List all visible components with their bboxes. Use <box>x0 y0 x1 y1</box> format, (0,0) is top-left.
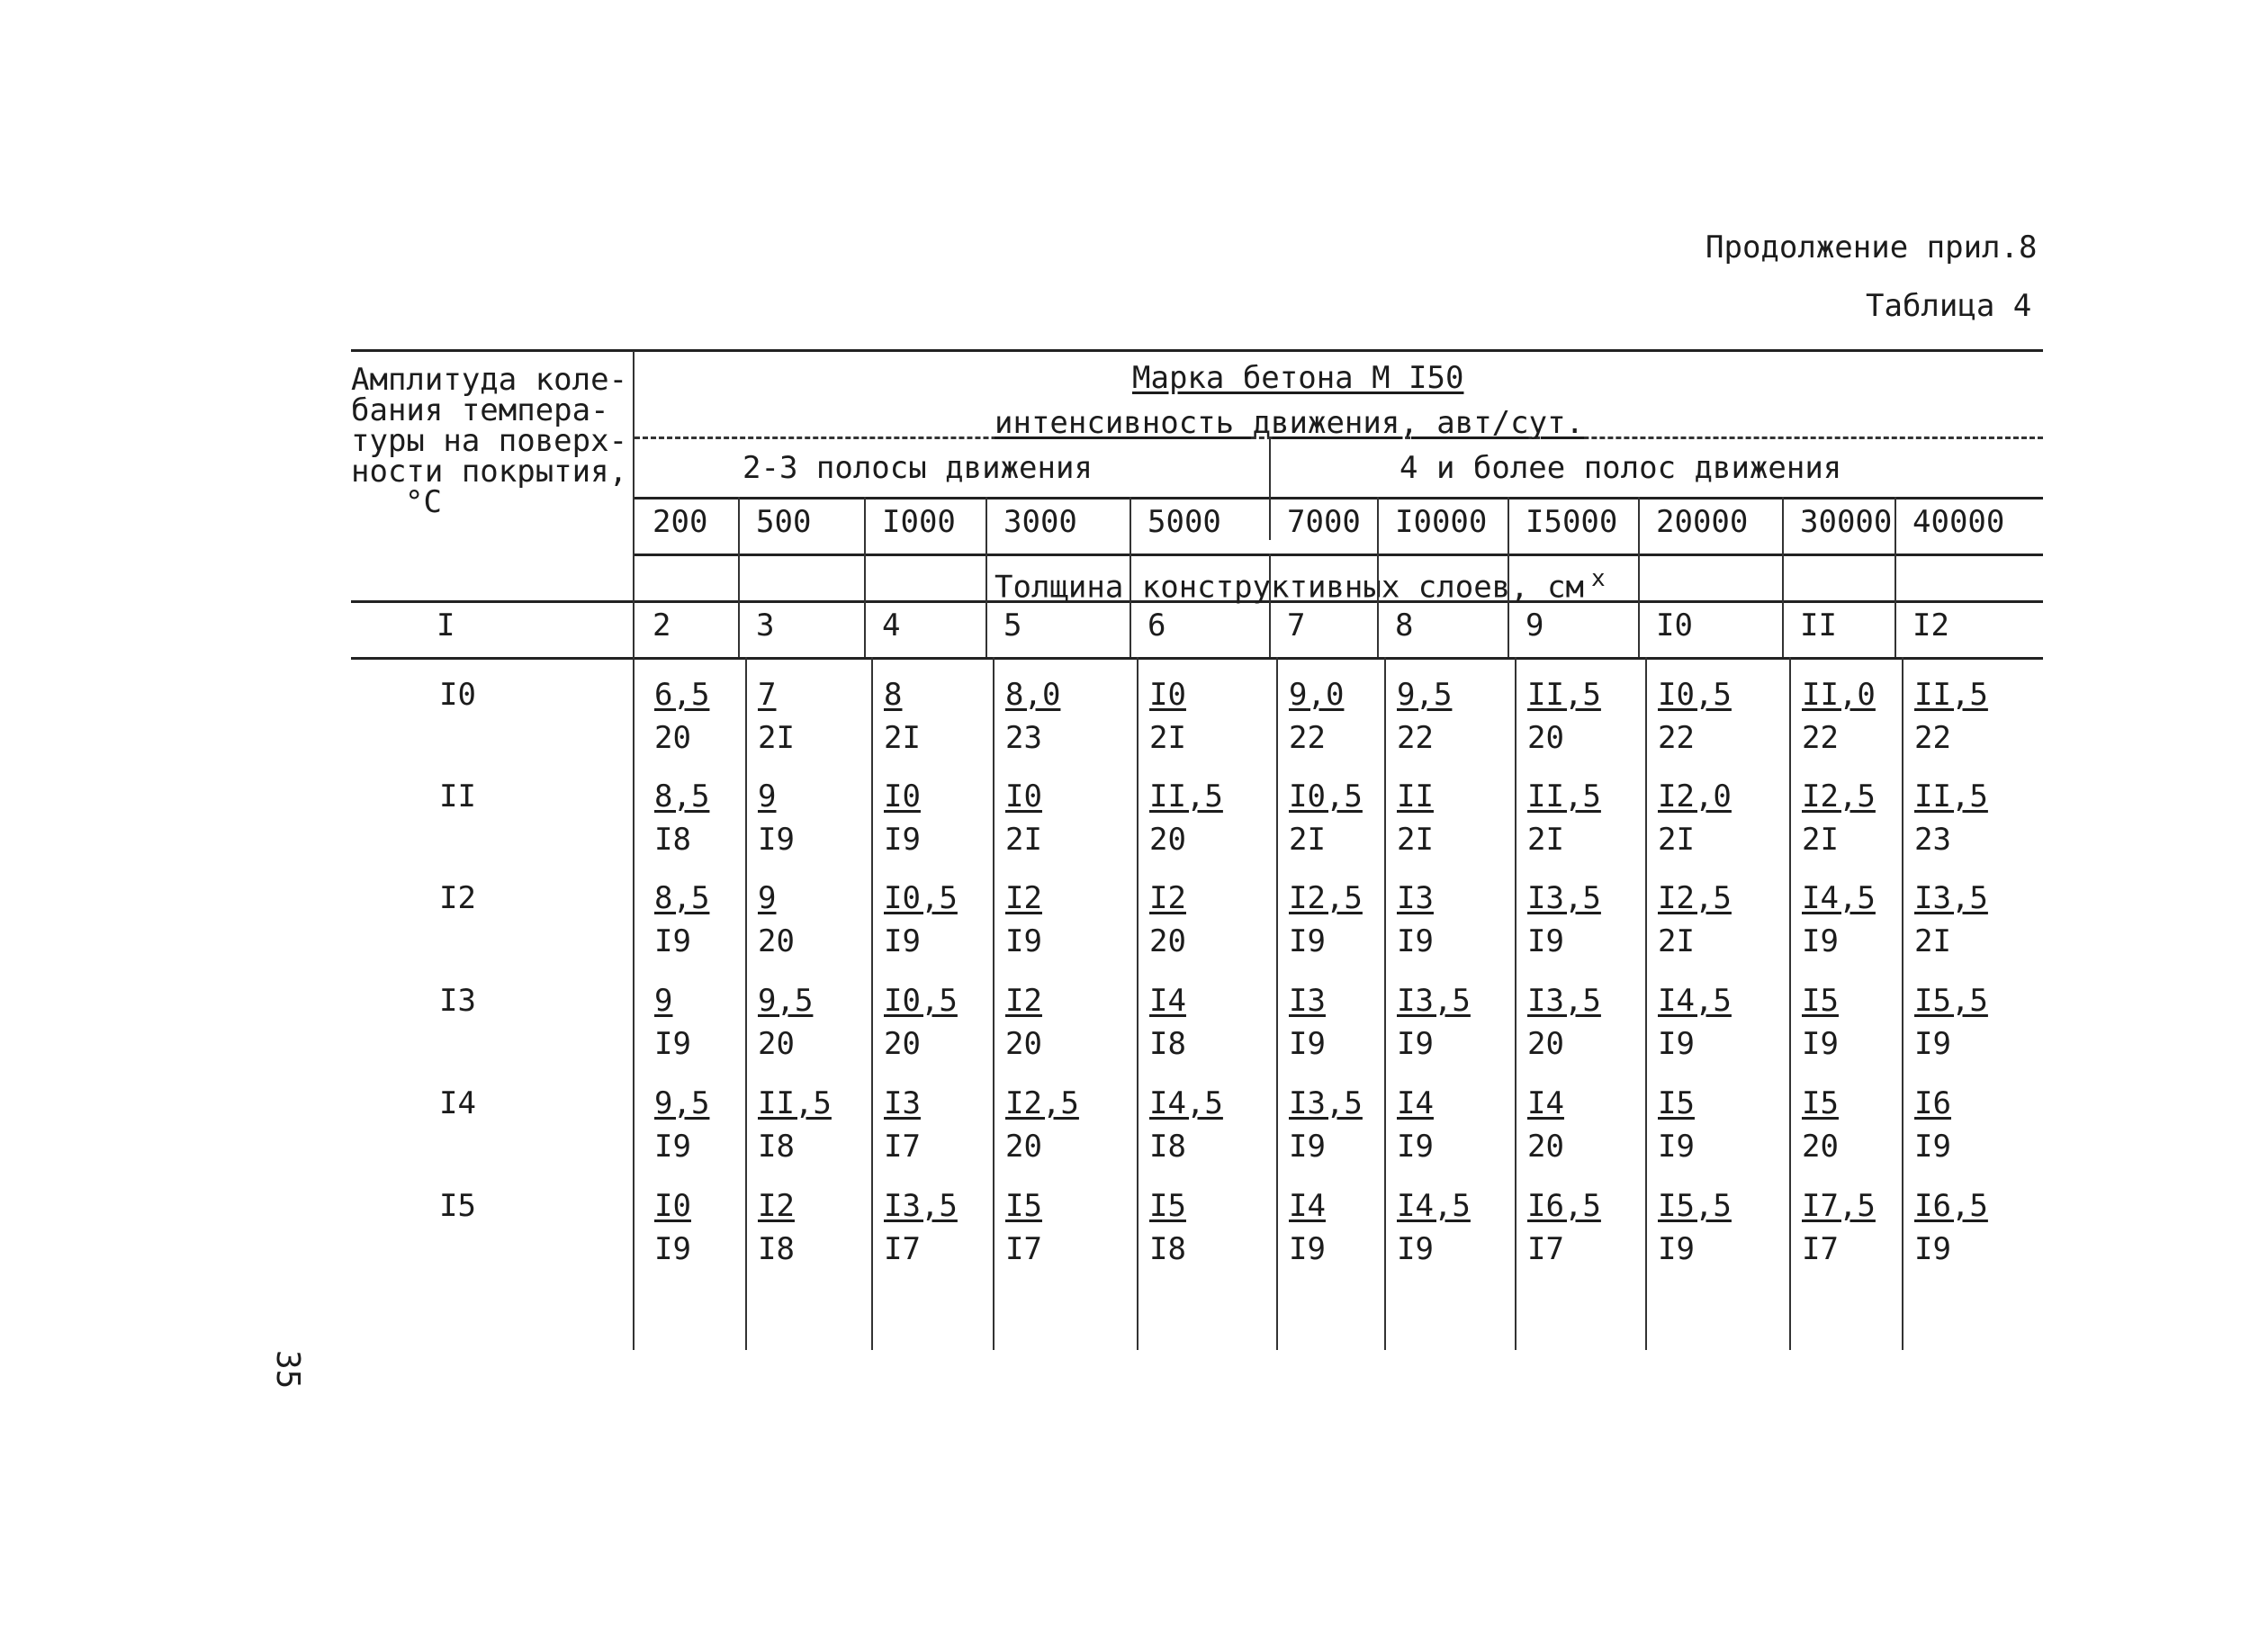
cell-numerator: I2,5 <box>1658 880 1732 916</box>
cell-numerator: I3 <box>1289 983 1326 1019</box>
cell-denominator: 23 <box>1914 822 1951 858</box>
cell-denominator: 2I <box>1802 822 1839 858</box>
cell-numerator: 9,5 <box>1397 677 1453 713</box>
cell-numerator: I0 <box>654 1188 691 1224</box>
cell-denominator: 20 <box>1527 720 1564 756</box>
cell-denominator: 2I <box>1658 822 1695 858</box>
amplitude-value: I4 <box>439 1085 476 1121</box>
cell-denominator: 20 <box>1802 1129 1839 1165</box>
cell-denominator: I9 <box>1914 1129 1951 1165</box>
cell-denominator: 22 <box>1914 720 1951 756</box>
cell-denominator: I8 <box>758 1231 795 1267</box>
cell-denominator: 20 <box>758 1026 795 1062</box>
cell-numerator: I4 <box>1397 1085 1434 1121</box>
cell-denominator: 22 <box>1658 720 1695 756</box>
cell-denominator: 2I <box>1527 822 1564 858</box>
cell-numerator: I3 <box>884 1085 921 1121</box>
cell-denominator: I9 <box>1802 923 1839 959</box>
thickness-header: Толщина конструктивных слоев, см $^х$ <box>994 565 1606 606</box>
cell-numerator: 9 <box>758 880 777 916</box>
cell-numerator: I0,5 <box>884 880 958 916</box>
column-divider <box>1645 657 1647 1350</box>
column-divider <box>1377 600 1379 657</box>
column-number: 7 <box>1287 608 1306 644</box>
amplitude-value: II <box>439 778 476 814</box>
column-divider <box>986 497 987 600</box>
cell-numerator: I5 <box>1149 1188 1186 1224</box>
cell-denominator: 2I <box>758 720 795 756</box>
cell-denominator: 20 <box>1005 1129 1042 1165</box>
cell-numerator: I3,5 <box>1397 983 1471 1019</box>
intensity-value: I0000 <box>1395 504 1488 540</box>
column-divider <box>864 600 866 657</box>
cell-numerator: I6,5 <box>1914 1188 1988 1224</box>
cell-numerator: II,5 <box>1914 778 1988 814</box>
cell-denominator: 22 <box>1397 720 1434 756</box>
column-divider <box>1269 554 1271 657</box>
cell-denominator: 23 <box>1005 720 1042 756</box>
cell-numerator: I3 <box>1397 880 1434 916</box>
cell-numerator: I3,5 <box>1527 880 1601 916</box>
cell-numerator: I2,0 <box>1658 778 1732 814</box>
column-divider <box>993 657 994 1350</box>
column-divider <box>1782 497 1784 600</box>
values-rule <box>634 554 2043 556</box>
amplitude-header: Амплитуда коле- бания темпера- туры на поверх- ности покрытия, °C <box>351 362 628 520</box>
cell-numerator: I0 <box>884 778 921 814</box>
column-number: 2 <box>652 608 671 644</box>
cell-denominator: 2I <box>1914 923 1951 959</box>
cell-numerator: 9,5 <box>758 983 814 1019</box>
amplitude-value: I0 <box>439 677 476 713</box>
cell-denominator: I9 <box>1289 1026 1326 1062</box>
cell-numerator: I5 <box>1658 1085 1695 1121</box>
column-divider <box>1902 657 1904 1350</box>
cell-numerator: I0,5 <box>884 983 958 1019</box>
column-divider <box>1789 657 1791 1350</box>
cell-denominator: I9 <box>1914 1231 1951 1267</box>
cell-numerator: II,5 <box>1149 778 1223 814</box>
column-divider <box>986 600 987 657</box>
cell-denominator: I9 <box>1527 923 1564 959</box>
cell-numerator: 8 <box>884 677 903 713</box>
cell-denominator: 20 <box>1149 923 1186 959</box>
amplitude-value: I3 <box>439 983 476 1019</box>
cell-denominator: I8 <box>758 1129 795 1165</box>
cell-denominator: I7 <box>1005 1231 1042 1267</box>
cell-denominator: I9 <box>884 923 921 959</box>
concrete-grade-header: Марка бетона М I50 <box>1132 360 1464 396</box>
cell-denominator: 20 <box>654 720 691 756</box>
cell-denominator: I7 <box>1527 1231 1564 1267</box>
cell-denominator: I9 <box>654 923 691 959</box>
intensity-header: интенсивность движения, авт/сут. <box>994 405 1585 441</box>
column-divider <box>864 497 866 600</box>
cell-numerator: I2 <box>1005 983 1042 1019</box>
cell-denominator: I9 <box>1289 1231 1326 1267</box>
cell-numerator: I3,5 <box>884 1188 958 1224</box>
column-number: 9 <box>1526 608 1544 644</box>
cell-denominator: 20 <box>758 923 795 959</box>
lanes-rule <box>634 497 2043 500</box>
intensity-value: 500 <box>756 504 812 540</box>
cell-denominator: I9 <box>1914 1026 1951 1062</box>
lanes-group-1: 2-3 полосы движения <box>742 450 1093 486</box>
column-divider <box>1508 600 1509 657</box>
cell-numerator: I4 <box>1289 1188 1326 1224</box>
column-number: 4 <box>882 608 901 644</box>
cell-denominator: 2I <box>1005 822 1042 858</box>
cell-denominator: I9 <box>1289 923 1326 959</box>
cell-denominator: 2I <box>1149 720 1186 756</box>
column-divider <box>1269 436 1271 540</box>
cell-numerator: I5,5 <box>1914 983 1988 1019</box>
cell-numerator: 8,5 <box>654 778 710 814</box>
lanes-group-2: 4 и более полос движения <box>1400 450 1842 486</box>
cell-denominator: I9 <box>758 822 795 858</box>
cell-numerator: I5,5 <box>1658 1188 1732 1224</box>
page-number: 35 <box>269 1350 306 1390</box>
column-divider <box>1137 657 1138 1350</box>
cell-numerator: 9,0 <box>1289 677 1345 713</box>
cell-denominator: 2I <box>884 720 921 756</box>
column-number: I0 <box>1656 608 1693 644</box>
cell-denominator: I7 <box>884 1231 921 1267</box>
cell-numerator: I2 <box>1005 880 1042 916</box>
column-divider <box>1894 497 1896 600</box>
column-divider <box>1508 497 1509 600</box>
column-number: 6 <box>1148 608 1166 644</box>
column-divider <box>1515 657 1516 1350</box>
cell-denominator: 22 <box>1802 720 1839 756</box>
cell-numerator: 9 <box>758 778 777 814</box>
cell-denominator: 22 <box>1289 720 1326 756</box>
column-divider <box>1384 657 1386 1350</box>
intensity-value: 40000 <box>1912 504 2005 540</box>
cell-denominator: I9 <box>1005 923 1042 959</box>
cell-denominator: 2I <box>1397 822 1434 858</box>
stub-divider <box>633 351 634 1350</box>
cell-denominator: I9 <box>654 1129 691 1165</box>
cell-numerator: I4 <box>1527 1085 1564 1121</box>
cell-denominator: I8 <box>654 822 691 858</box>
cell-denominator: I9 <box>1397 1129 1434 1165</box>
cell-denominator: I9 <box>1658 1129 1695 1165</box>
cell-denominator: 2I <box>1289 822 1326 858</box>
column-divider <box>871 657 873 1350</box>
cell-denominator: 2I <box>1658 923 1695 959</box>
cell-numerator: II,5 <box>1914 677 1988 713</box>
intensity-value: I5000 <box>1526 504 1618 540</box>
cell-denominator: I9 <box>1802 1026 1839 1062</box>
column-divider <box>745 657 747 1350</box>
column-divider <box>1782 600 1784 657</box>
cell-denominator: 20 <box>1527 1129 1564 1165</box>
cell-denominator: I7 <box>1802 1231 1839 1267</box>
column-divider <box>1894 600 1896 657</box>
cell-numerator: I3,5 <box>1289 1085 1363 1121</box>
cell-numerator: II,0 <box>1802 677 1876 713</box>
column-divider <box>1638 600 1640 657</box>
cell-numerator: 6,5 <box>654 677 710 713</box>
cell-numerator: II,5 <box>1527 778 1601 814</box>
cell-numerator: I2,5 <box>1802 778 1876 814</box>
cell-numerator: I2,5 <box>1005 1085 1079 1121</box>
cell-numerator: II <box>1397 778 1434 814</box>
cell-denominator: I9 <box>654 1231 691 1267</box>
cell-numerator: I4 <box>1149 983 1186 1019</box>
column-divider <box>1377 497 1379 600</box>
cell-denominator: I9 <box>1397 1026 1434 1062</box>
cell-denominator: I7 <box>884 1129 921 1165</box>
cell-numerator: I4,5 <box>1397 1188 1471 1224</box>
column-divider <box>1638 497 1640 600</box>
cell-denominator: 20 <box>1005 1026 1042 1062</box>
column-divider <box>1130 497 1131 600</box>
cell-numerator: I5 <box>1802 983 1839 1019</box>
intensity-value: 30000 <box>1800 504 1893 540</box>
cell-numerator: I3,5 <box>1914 880 1988 916</box>
table-title: Таблица 4 <box>1866 288 2032 324</box>
cell-denominator: I9 <box>1397 923 1434 959</box>
cell-denominator: I8 <box>1149 1026 1186 1062</box>
cell-numerator: I4,5 <box>1149 1085 1223 1121</box>
column-number: II <box>1800 608 1837 644</box>
cell-numerator: II,5 <box>758 1085 832 1121</box>
intensity-value: 20000 <box>1656 504 1749 540</box>
column-number: 8 <box>1395 608 1414 644</box>
column-number: I2 <box>1912 608 1949 644</box>
cell-numerator: I2 <box>1149 880 1186 916</box>
cell-denominator: I9 <box>1658 1026 1695 1062</box>
column-divider <box>738 600 740 657</box>
intensity-value: 7000 <box>1287 504 1361 540</box>
cell-numerator: 9 <box>654 983 673 1019</box>
cell-numerator: I2,5 <box>1289 880 1363 916</box>
cell-numerator: I4,5 <box>1802 880 1876 916</box>
intensity-value: 200 <box>652 504 708 540</box>
cell-denominator: I9 <box>884 822 921 858</box>
cell-denominator: I8 <box>1149 1129 1186 1165</box>
column-number: I <box>436 608 455 644</box>
cell-numerator: I0 <box>1005 778 1042 814</box>
column-divider <box>738 497 740 600</box>
cell-denominator: I8 <box>1149 1231 1186 1267</box>
amplitude-value: I2 <box>439 880 476 916</box>
table-top-rule <box>351 349 2043 352</box>
cell-numerator: I5 <box>1802 1085 1839 1121</box>
column-divider <box>1130 600 1131 657</box>
column-divider <box>1276 657 1278 1350</box>
cell-numerator: I0,5 <box>1289 778 1363 814</box>
cell-numerator: I6,5 <box>1527 1188 1601 1224</box>
column-number: 3 <box>756 608 775 644</box>
amplitude-value: I5 <box>439 1188 476 1224</box>
cell-denominator: I9 <box>654 1026 691 1062</box>
cell-denominator: I9 <box>1397 1231 1434 1267</box>
intensity-value: I000 <box>882 504 956 540</box>
cell-numerator: 8,0 <box>1005 677 1061 713</box>
cell-numerator: II,5 <box>1527 677 1601 713</box>
intensity-value: 3000 <box>1004 504 1077 540</box>
cell-numerator: I4,5 <box>1658 983 1732 1019</box>
cell-denominator: 20 <box>1149 822 1186 858</box>
cell-numerator: I6 <box>1914 1085 1951 1121</box>
cell-numerator: I3,5 <box>1527 983 1601 1019</box>
cell-denominator: I9 <box>1658 1231 1695 1267</box>
cell-denominator: 20 <box>1527 1026 1564 1062</box>
cell-numerator: I0 <box>1149 677 1186 713</box>
cell-numerator: 7 <box>758 677 777 713</box>
cell-numerator: I2 <box>758 1188 795 1224</box>
cell-denominator: 20 <box>884 1026 921 1062</box>
cell-numerator: 8,5 <box>654 880 710 916</box>
cell-denominator: I9 <box>1289 1129 1326 1165</box>
cell-numerator: I0,5 <box>1658 677 1732 713</box>
cell-numerator: I7,5 <box>1802 1188 1876 1224</box>
column-number: 5 <box>1004 608 1022 644</box>
cell-numerator: 9,5 <box>654 1085 710 1121</box>
continuation-label: Продолжение прил.8 <box>1706 230 2038 266</box>
intensity-value: 5000 <box>1148 504 1221 540</box>
cell-numerator: I5 <box>1005 1188 1042 1224</box>
